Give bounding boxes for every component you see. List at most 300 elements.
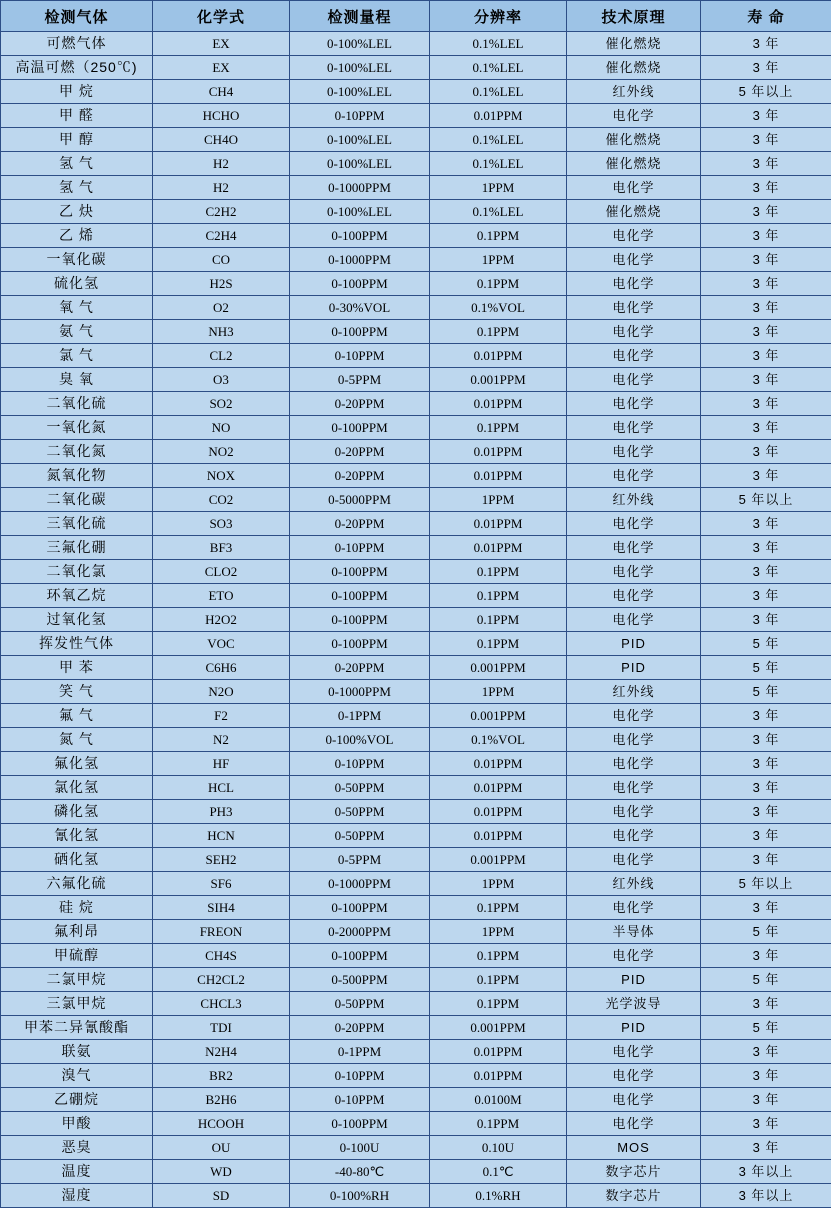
cell-resolution: 0.01PPM — [430, 776, 567, 800]
cell-formula: O2 — [153, 296, 290, 320]
cell-lifetime: 3 年以上 — [701, 1184, 831, 1208]
cell-range: 0-1000PPM — [290, 248, 430, 272]
cell-range: 0-5PPM — [290, 848, 430, 872]
cell-resolution: 0.01PPM — [430, 824, 567, 848]
cell-technology: 电化学 — [567, 944, 701, 968]
cell-gas: 氰化氢 — [1, 824, 153, 848]
cell-technology: PID — [567, 968, 701, 992]
cell-formula: CH4O — [153, 128, 290, 152]
cell-range: 0-100%LEL — [290, 200, 430, 224]
cell-range: 0-50PPM — [290, 824, 430, 848]
cell-lifetime: 3 年 — [701, 320, 831, 344]
cell-lifetime: 5 年 — [701, 1016, 831, 1040]
cell-lifetime: 3 年 — [701, 584, 831, 608]
cell-technology: 电化学 — [567, 704, 701, 728]
cell-formula: SD — [153, 1184, 290, 1208]
cell-formula: N2 — [153, 728, 290, 752]
cell-gas: 氯 气 — [1, 344, 153, 368]
cell-resolution: 0.01PPM — [430, 536, 567, 560]
table-row — [1, 920, 831, 944]
cell-resolution: 0.1PPM — [430, 944, 567, 968]
cell-lifetime: 3 年 — [701, 992, 831, 1016]
cell-range: 0-5PPM — [290, 368, 430, 392]
cell-formula: N2O — [153, 680, 290, 704]
cell-formula: SO2 — [153, 392, 290, 416]
cell-technology: 电化学 — [567, 464, 701, 488]
cell-range: 0-500PPM — [290, 968, 430, 992]
cell-range: 0-100%LEL — [290, 128, 430, 152]
table-row — [1, 872, 831, 896]
cell-range: 0-100PPM — [290, 608, 430, 632]
cell-gas: 三氯甲烷 — [1, 992, 153, 1016]
cell-lifetime: 3 年 — [701, 32, 831, 56]
cell-range: 0-100PPM — [290, 944, 430, 968]
cell-resolution: 0.1%LEL — [430, 152, 567, 176]
cell-range: 0-100%VOL — [290, 728, 430, 752]
cell-technology: 电化学 — [567, 272, 701, 296]
cell-lifetime: 3 年 — [701, 896, 831, 920]
cell-formula: WD — [153, 1160, 290, 1184]
table-row — [1, 1016, 831, 1040]
cell-range: -40-80℃ — [290, 1160, 430, 1184]
cell-technology: 催化燃烧 — [567, 32, 701, 56]
cell-lifetime: 3 年 — [701, 1088, 831, 1112]
cell-lifetime: 3 年 — [701, 1064, 831, 1088]
cell-resolution: 0.1℃ — [430, 1160, 567, 1184]
cell-formula: N2H4 — [153, 1040, 290, 1064]
cell-gas: 溴气 — [1, 1064, 153, 1088]
cell-lifetime: 3 年 — [701, 608, 831, 632]
cell-range: 0-1000PPM — [290, 680, 430, 704]
column-header-technology: 技术原理 — [567, 1, 701, 32]
cell-technology: 电化学 — [567, 1112, 701, 1136]
cell-formula: F2 — [153, 704, 290, 728]
cell-range: 0-10PPM — [290, 536, 430, 560]
cell-range: 0-50PPM — [290, 800, 430, 824]
cell-range: 0-5000PPM — [290, 488, 430, 512]
cell-gas: 二氧化碳 — [1, 488, 153, 512]
cell-technology: 电化学 — [567, 320, 701, 344]
cell-formula: HCL — [153, 776, 290, 800]
cell-lifetime: 5 年以上 — [701, 80, 831, 104]
cell-formula: PH3 — [153, 800, 290, 824]
table-row — [1, 656, 831, 680]
cell-formula: NO — [153, 416, 290, 440]
cell-resolution: 0.001PPM — [430, 1016, 567, 1040]
cell-range: 0-100PPM — [290, 632, 430, 656]
cell-range: 0-50PPM — [290, 992, 430, 1016]
cell-formula: H2 — [153, 176, 290, 200]
cell-resolution: 0.1PPM — [430, 968, 567, 992]
cell-resolution: 1PPM — [430, 176, 567, 200]
table-row — [1, 968, 831, 992]
cell-lifetime: 3 年 — [701, 800, 831, 824]
cell-resolution: 0.1%VOL — [430, 296, 567, 320]
cell-resolution: 0.1PPM — [430, 560, 567, 584]
table-row — [1, 704, 831, 728]
cell-gas: 一氧化氮 — [1, 416, 153, 440]
column-header-gas: 检测气体 — [1, 1, 153, 32]
cell-range: 0-1000PPM — [290, 176, 430, 200]
cell-lifetime: 3 年 — [701, 560, 831, 584]
cell-lifetime: 3 年 — [701, 224, 831, 248]
cell-resolution: 0.001PPM — [430, 368, 567, 392]
table-row — [1, 320, 831, 344]
cell-technology: PID — [567, 632, 701, 656]
cell-gas: 六氟化硫 — [1, 872, 153, 896]
cell-formula: C6H6 — [153, 656, 290, 680]
cell-gas: 磷化氢 — [1, 800, 153, 824]
cell-resolution: 1PPM — [430, 488, 567, 512]
cell-lifetime: 3 年 — [701, 512, 831, 536]
cell-gas: 硒化氢 — [1, 848, 153, 872]
table-row — [1, 1088, 831, 1112]
table-row — [1, 128, 831, 152]
table-row — [1, 824, 831, 848]
table-row — [1, 344, 831, 368]
cell-formula: CHCL3 — [153, 992, 290, 1016]
cell-gas: 联氨 — [1, 1040, 153, 1064]
cell-technology: 红外线 — [567, 872, 701, 896]
cell-range: 0-100PPM — [290, 320, 430, 344]
cell-formula: BF3 — [153, 536, 290, 560]
cell-gas: 甲硫醇 — [1, 944, 153, 968]
cell-technology: 电化学 — [567, 608, 701, 632]
cell-resolution: 0.1%LEL — [430, 80, 567, 104]
table-row — [1, 1040, 831, 1064]
cell-resolution: 0.001PPM — [430, 656, 567, 680]
cell-range: 0-20PPM — [290, 392, 430, 416]
cell-gas: 三氧化硫 — [1, 512, 153, 536]
cell-range: 0-100%LEL — [290, 32, 430, 56]
cell-lifetime: 5 年以上 — [701, 488, 831, 512]
cell-technology: 电化学 — [567, 368, 701, 392]
cell-resolution: 0.1PPM — [430, 896, 567, 920]
cell-technology: 电化学 — [567, 848, 701, 872]
cell-gas: 甲酸 — [1, 1112, 153, 1136]
cell-formula: NO2 — [153, 440, 290, 464]
cell-gas: 恶臭 — [1, 1136, 153, 1160]
column-header-resolution: 分辨率 — [430, 1, 567, 32]
cell-formula: FREON — [153, 920, 290, 944]
cell-range: 0-100PPM — [290, 896, 430, 920]
cell-gas: 甲 苯 — [1, 656, 153, 680]
cell-lifetime: 5 年以上 — [701, 872, 831, 896]
cell-range: 0-10PPM — [290, 1088, 430, 1112]
cell-formula: TDI — [153, 1016, 290, 1040]
cell-formula: VOC — [153, 632, 290, 656]
table-row — [1, 1064, 831, 1088]
cell-gas: 三氟化硼 — [1, 536, 153, 560]
cell-gas: 乙 烯 — [1, 224, 153, 248]
cell-formula: CO — [153, 248, 290, 272]
cell-gas: 硅 烷 — [1, 896, 153, 920]
cell-lifetime: 5 年 — [701, 680, 831, 704]
cell-resolution: 0.01PPM — [430, 800, 567, 824]
cell-formula: H2O2 — [153, 608, 290, 632]
cell-technology: 催化燃烧 — [567, 128, 701, 152]
cell-formula: HF — [153, 752, 290, 776]
cell-lifetime: 3 年 — [701, 152, 831, 176]
cell-formula: C2H2 — [153, 200, 290, 224]
cell-resolution: 0.01PPM — [430, 512, 567, 536]
table-row — [1, 176, 831, 200]
cell-lifetime: 3 年 — [701, 56, 831, 80]
cell-resolution: 0.1PPM — [430, 1112, 567, 1136]
cell-resolution: 1PPM — [430, 248, 567, 272]
cell-formula: HCOOH — [153, 1112, 290, 1136]
cell-technology: 电化学 — [567, 1040, 701, 1064]
cell-gas: 硫化氢 — [1, 272, 153, 296]
cell-technology: 电化学 — [567, 536, 701, 560]
cell-resolution: 0.1PPM — [430, 224, 567, 248]
cell-gas: 乙 炔 — [1, 200, 153, 224]
cell-resolution: 0.0100M — [430, 1088, 567, 1112]
cell-resolution: 1PPM — [430, 872, 567, 896]
cell-technology: 电化学 — [567, 1064, 701, 1088]
cell-range: 0-10PPM — [290, 104, 430, 128]
cell-range: 0-100PPM — [290, 272, 430, 296]
table-row — [1, 248, 831, 272]
cell-lifetime: 3 年 — [701, 368, 831, 392]
table-row — [1, 56, 831, 80]
cell-lifetime: 3 年 — [701, 272, 831, 296]
cell-gas: 氟 气 — [1, 704, 153, 728]
cell-gas: 一氧化碳 — [1, 248, 153, 272]
cell-lifetime: 3 年 — [701, 848, 831, 872]
cell-gas: 臭 氧 — [1, 368, 153, 392]
cell-range: 0-20PPM — [290, 440, 430, 464]
cell-resolution: 0.01PPM — [430, 752, 567, 776]
cell-gas: 二氧化氮 — [1, 440, 153, 464]
cell-range: 0-1PPM — [290, 704, 430, 728]
cell-gas: 甲 醛 — [1, 104, 153, 128]
table-row — [1, 1160, 831, 1184]
cell-gas: 氧 气 — [1, 296, 153, 320]
cell-range: 0-20PPM — [290, 656, 430, 680]
cell-formula: CL2 — [153, 344, 290, 368]
cell-formula: C2H4 — [153, 224, 290, 248]
cell-formula: H2S — [153, 272, 290, 296]
cell-resolution: 0.001PPM — [430, 848, 567, 872]
cell-gas: 甲 烷 — [1, 80, 153, 104]
cell-technology: 电化学 — [567, 776, 701, 800]
cell-technology: 电化学 — [567, 344, 701, 368]
cell-gas: 乙硼烷 — [1, 1088, 153, 1112]
cell-formula: CH4S — [153, 944, 290, 968]
cell-lifetime: 3 年以上 — [701, 1160, 831, 1184]
cell-range: 0-100%RH — [290, 1184, 430, 1208]
cell-technology: 电化学 — [567, 296, 701, 320]
cell-formula: SO3 — [153, 512, 290, 536]
table-row — [1, 1112, 831, 1136]
cell-range: 0-1PPM — [290, 1040, 430, 1064]
table-row — [1, 584, 831, 608]
table-row — [1, 632, 831, 656]
table-row — [1, 848, 831, 872]
cell-range: 0-100U — [290, 1136, 430, 1160]
table-row — [1, 440, 831, 464]
cell-technology: 电化学 — [567, 1088, 701, 1112]
cell-range: 0-100PPM — [290, 1112, 430, 1136]
cell-resolution: 0.1PPM — [430, 992, 567, 1016]
cell-range: 0-100PPM — [290, 416, 430, 440]
table-header-row — [1, 1, 831, 32]
cell-resolution: 1PPM — [430, 920, 567, 944]
cell-gas: 挥发性气体 — [1, 632, 153, 656]
cell-resolution: 0.1%LEL — [430, 200, 567, 224]
cell-formula: CH4 — [153, 80, 290, 104]
table-row — [1, 800, 831, 824]
cell-range: 0-10PPM — [290, 344, 430, 368]
table-body — [1, 32, 831, 1208]
cell-gas: 氮氧化物 — [1, 464, 153, 488]
cell-technology: 电化学 — [567, 896, 701, 920]
cell-gas: 可燃气体 — [1, 32, 153, 56]
cell-technology: 电化学 — [567, 752, 701, 776]
cell-lifetime: 5 年 — [701, 920, 831, 944]
cell-lifetime: 3 年 — [701, 416, 831, 440]
cell-lifetime: 3 年 — [701, 1112, 831, 1136]
cell-range: 0-10PPM — [290, 1064, 430, 1088]
column-header-lifetime: 寿 命 — [701, 1, 831, 32]
cell-range: 0-30%VOL — [290, 296, 430, 320]
cell-formula: EX — [153, 32, 290, 56]
cell-range: 0-20PPM — [290, 512, 430, 536]
table-row — [1, 152, 831, 176]
cell-lifetime: 3 年 — [701, 752, 831, 776]
cell-gas: 二氧化氯 — [1, 560, 153, 584]
cell-technology: 催化燃烧 — [567, 152, 701, 176]
cell-formula: CLO2 — [153, 560, 290, 584]
table-row — [1, 80, 831, 104]
cell-technology: 电化学 — [567, 440, 701, 464]
cell-gas: 温度 — [1, 1160, 153, 1184]
cell-resolution: 0.1PPM — [430, 272, 567, 296]
cell-formula: OU — [153, 1136, 290, 1160]
cell-resolution: 0.1PPM — [430, 608, 567, 632]
cell-resolution: 0.1%LEL — [430, 32, 567, 56]
cell-resolution: 0.1PPM — [430, 416, 567, 440]
cell-formula: HCHO — [153, 104, 290, 128]
table-row — [1, 416, 831, 440]
cell-formula: CH2CL2 — [153, 968, 290, 992]
cell-lifetime: 3 年 — [701, 728, 831, 752]
cell-lifetime: 3 年 — [701, 536, 831, 560]
column-header-formula: 化学式 — [153, 1, 290, 32]
cell-gas: 氢 气 — [1, 176, 153, 200]
cell-formula: B2H6 — [153, 1088, 290, 1112]
cell-gas: 甲 醇 — [1, 128, 153, 152]
table-row — [1, 608, 831, 632]
cell-formula: SEH2 — [153, 848, 290, 872]
cell-lifetime: 3 年 — [701, 944, 831, 968]
table-row — [1, 296, 831, 320]
cell-lifetime: 3 年 — [701, 440, 831, 464]
cell-technology: 电化学 — [567, 824, 701, 848]
cell-gas: 湿度 — [1, 1184, 153, 1208]
cell-technology: MOS — [567, 1136, 701, 1160]
cell-resolution: 0.001PPM — [430, 704, 567, 728]
cell-range: 0-20PPM — [290, 464, 430, 488]
cell-technology: 催化燃烧 — [567, 200, 701, 224]
table-row — [1, 1184, 831, 1208]
cell-lifetime: 3 年 — [701, 824, 831, 848]
cell-gas: 环氧乙烷 — [1, 584, 153, 608]
cell-formula: HCN — [153, 824, 290, 848]
cell-range: 0-20PPM — [290, 1016, 430, 1040]
cell-gas: 高温可燃（250℃) — [1, 56, 153, 80]
cell-gas: 氟化氢 — [1, 752, 153, 776]
cell-technology: 电化学 — [567, 248, 701, 272]
column-header-range: 检测量程 — [290, 1, 430, 32]
cell-lifetime: 3 年 — [701, 176, 831, 200]
table-row — [1, 992, 831, 1016]
cell-technology: PID — [567, 656, 701, 680]
cell-resolution: 0.01PPM — [430, 464, 567, 488]
table-row — [1, 776, 831, 800]
cell-resolution: 0.1PPM — [430, 632, 567, 656]
cell-lifetime: 5 年 — [701, 632, 831, 656]
cell-range: 0-10PPM — [290, 752, 430, 776]
cell-technology: PID — [567, 1016, 701, 1040]
cell-lifetime: 3 年 — [701, 104, 831, 128]
cell-technology: 电化学 — [567, 800, 701, 824]
table-row — [1, 896, 831, 920]
cell-resolution: 0.1%LEL — [430, 128, 567, 152]
table-row — [1, 536, 831, 560]
cell-technology: 红外线 — [567, 680, 701, 704]
cell-resolution: 0.1PPM — [430, 320, 567, 344]
cell-technology: 电化学 — [567, 584, 701, 608]
cell-gas: 二氧化硫 — [1, 392, 153, 416]
cell-range: 0-100%LEL — [290, 56, 430, 80]
cell-gas: 氮 气 — [1, 728, 153, 752]
cell-technology: 电化学 — [567, 560, 701, 584]
cell-formula: H2 — [153, 152, 290, 176]
cell-lifetime: 5 年 — [701, 968, 831, 992]
cell-gas: 氢 气 — [1, 152, 153, 176]
cell-technology: 红外线 — [567, 80, 701, 104]
cell-lifetime: 3 年 — [701, 704, 831, 728]
cell-technology: 电化学 — [567, 176, 701, 200]
cell-range: 0-100PPM — [290, 224, 430, 248]
cell-resolution: 0.1%RH — [430, 1184, 567, 1208]
cell-resolution: 0.01PPM — [430, 392, 567, 416]
table-row — [1, 944, 831, 968]
cell-gas: 氯化氢 — [1, 776, 153, 800]
table-row — [1, 368, 831, 392]
cell-formula: BR2 — [153, 1064, 290, 1088]
cell-technology: 红外线 — [567, 488, 701, 512]
cell-gas: 甲苯二异氰酸酯 — [1, 1016, 153, 1040]
cell-range: 0-100%LEL — [290, 152, 430, 176]
table-row — [1, 392, 831, 416]
cell-range: 0-1000PPM — [290, 872, 430, 896]
cell-resolution: 0.1PPM — [430, 584, 567, 608]
cell-resolution: 0.01PPM — [430, 1064, 567, 1088]
cell-technology: 数字芯片 — [567, 1184, 701, 1208]
table-row — [1, 104, 831, 128]
cell-lifetime: 3 年 — [701, 1136, 831, 1160]
cell-range: 0-2000PPM — [290, 920, 430, 944]
table-row — [1, 464, 831, 488]
cell-technology: 电化学 — [567, 728, 701, 752]
cell-resolution: 0.1%LEL — [430, 56, 567, 80]
cell-technology: 电化学 — [567, 224, 701, 248]
cell-formula: EX — [153, 56, 290, 80]
cell-gas: 氟利昂 — [1, 920, 153, 944]
